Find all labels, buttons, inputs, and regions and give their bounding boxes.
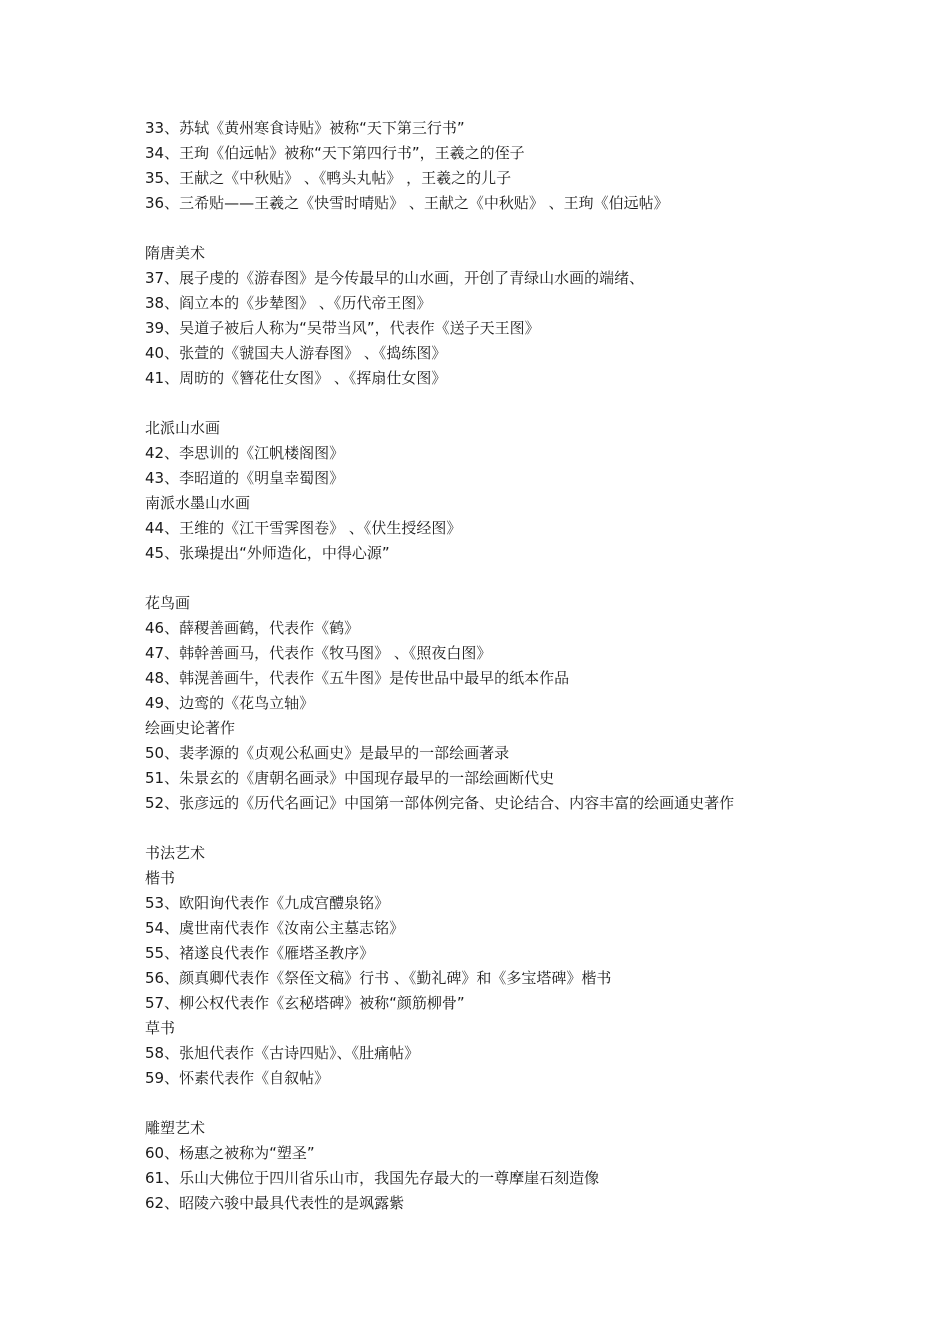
list-item: 39、吴道子被后人称为“吴带当风”，代表作《送子天王图》 bbox=[145, 319, 540, 337]
list-item: 51、朱景玄的《唐朝名画录》中国现存最早的一部绘画断代史 bbox=[145, 769, 555, 787]
list-item: 50、裴孝源的《贞观公私画史》是最早的一部绘画著录 bbox=[145, 744, 510, 762]
list-item: 58、张旭代表作《古诗四贴》、《肚痛帖》 bbox=[145, 1044, 420, 1062]
list-item: 56、颜真卿代表作《祭侄文稿》行书 、《勤礼碑》和《多宝塔碑》楷书 bbox=[145, 969, 612, 987]
blank-line bbox=[145, 566, 845, 591]
list-item: 42、李思训的《江帆楼阁图》 bbox=[145, 444, 345, 462]
section-heading: 北派山水画 bbox=[145, 419, 221, 437]
blank-line bbox=[145, 216, 845, 241]
list-item: 48、韩滉善画牛，代表作《五牛图》是传世品中最早的纸本作品 bbox=[145, 669, 570, 687]
list-item: 62、昭陵六骏中最具代表性的是飒露紫 bbox=[145, 1194, 405, 1212]
list-item: 45、张璪提出“外师造化，中得心源” bbox=[145, 544, 390, 562]
list-item: 61、乐山大佛位于四川省乐山市，我国先存最大的一尊摩崖石刻造像 bbox=[145, 1169, 600, 1187]
list-item: 37、展子虔的《游春图》是今传最早的山水画，开创了青绿山水画的端绪、 bbox=[145, 269, 645, 287]
section-heading: 草书 bbox=[145, 1019, 176, 1037]
list-item: 46、薛稷善画鹤，代表作《鹤》 bbox=[145, 619, 360, 637]
list-item: 36、三希贴——王羲之《快雪时晴贴》 、王献之《中秋贴》 、王珣《伯远帖》 bbox=[145, 194, 669, 212]
list-item: 57、柳公权代表作《玄秘塔碑》被称“颜筋柳骨” bbox=[145, 994, 465, 1012]
blank-line bbox=[145, 1091, 845, 1116]
section-heading: 楷书 bbox=[145, 869, 176, 887]
list-item: 35、王献之《中秋贴》 、《鸭头丸帖》 ，王羲之的儿子 bbox=[145, 169, 512, 187]
list-item: 44、王维的《江干雪霁图卷》 、《伏生授经图》 bbox=[145, 519, 462, 537]
blank-line bbox=[145, 391, 845, 416]
list-item: 52、张彦远的《历代名画记》中国第一部体例完备、史论结合、内容丰富的绘画通史著作 bbox=[145, 794, 735, 812]
blank-line bbox=[145, 816, 845, 841]
list-item: 33、苏轼《黄州寒食诗贴》被称“天下第三行书” bbox=[145, 119, 465, 137]
list-item: 59、怀素代表作《自叙帖》 bbox=[145, 1069, 330, 1087]
list-item: 38、阎立本的《步辇图》 、《历代帝王图》 bbox=[145, 294, 432, 312]
section-heading: 绘画史论著作 bbox=[145, 719, 236, 737]
list-item: 43、李昭道的《明皇幸蜀图》 bbox=[145, 469, 345, 487]
section-heading: 隋唐美术 bbox=[145, 244, 206, 262]
list-item: 47、韩幹善画马，代表作《牧马图》 、《照夜白图》 bbox=[145, 644, 492, 662]
document-body bbox=[145, 116, 845, 1216]
list-item: 55、褚遂良代表作《雁塔圣教序》 bbox=[145, 944, 375, 962]
list-item: 41、周昉的《簪花仕女图》 、《挥扇仕女图》 bbox=[145, 369, 447, 387]
section-heading: 南派水墨山水画 bbox=[145, 494, 251, 512]
section-heading: 花鸟画 bbox=[145, 594, 191, 612]
list-item: 34、王珣《伯远帖》被称“天下第四行书”，王羲之的侄子 bbox=[145, 144, 525, 162]
list-item: 60、杨惠之被称为“塑圣” bbox=[145, 1144, 315, 1162]
section-heading: 书法艺术 bbox=[145, 844, 206, 862]
list-item: 40、张萱的《虢国夫人游春图》 、《捣练图》 bbox=[145, 344, 447, 362]
section-heading: 雕塑艺术 bbox=[145, 1119, 206, 1137]
list-item: 49、边鸾的《花鸟立轴》 bbox=[145, 694, 315, 712]
list-item: 53、欧阳询代表作《九成宫醴泉铭》 bbox=[145, 894, 390, 912]
list-item: 54、虞世南代表作《汝南公主墓志铭》 bbox=[145, 919, 405, 937]
